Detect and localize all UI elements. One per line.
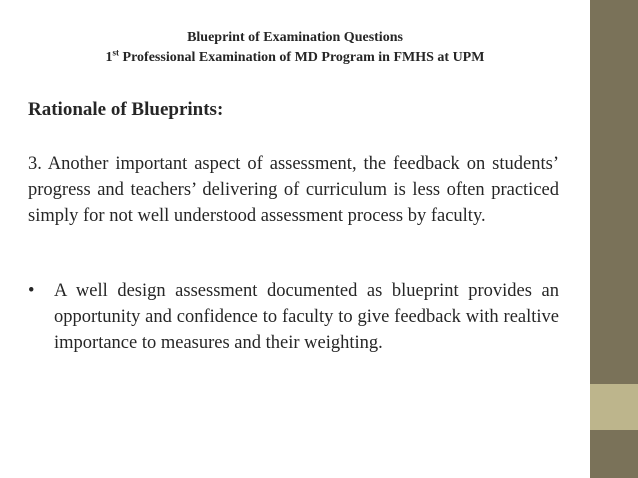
subtitle-ordinal: 1 — [105, 50, 113, 65]
body-paragraph: 3. Another important aspect of assessment, the feedback on students’ progress and teachers’ delivering of curriculum is less often practiced simply for not well understood assessment process by faculty. — [28, 154, 559, 226]
section-heading: Rationale of Blueprints: — [28, 99, 224, 120]
sidebar-segment-bottom — [590, 430, 638, 478]
subtitle-rest: Professional Examination of MD Program in FMHS at UPM — [119, 50, 485, 65]
sidebar-segment-top — [590, 0, 638, 384]
bullet-text: A well design assessment documented as blueprint provides an opportunity and confidence to faculty to give feedback with realtive importance to measures and their weighting. — [54, 281, 559, 353]
subtitle-superscript: st — [112, 47, 120, 58]
slide-header — [0, 28, 590, 68]
bullet-icon: • — [28, 281, 35, 301]
decorative-sidebar — [590, 0, 638, 478]
sidebar-segment-middle — [590, 384, 638, 430]
header-title: Blueprint of Examination Questions — [187, 30, 403, 45]
header-subtitle — [0, 48, 590, 68]
